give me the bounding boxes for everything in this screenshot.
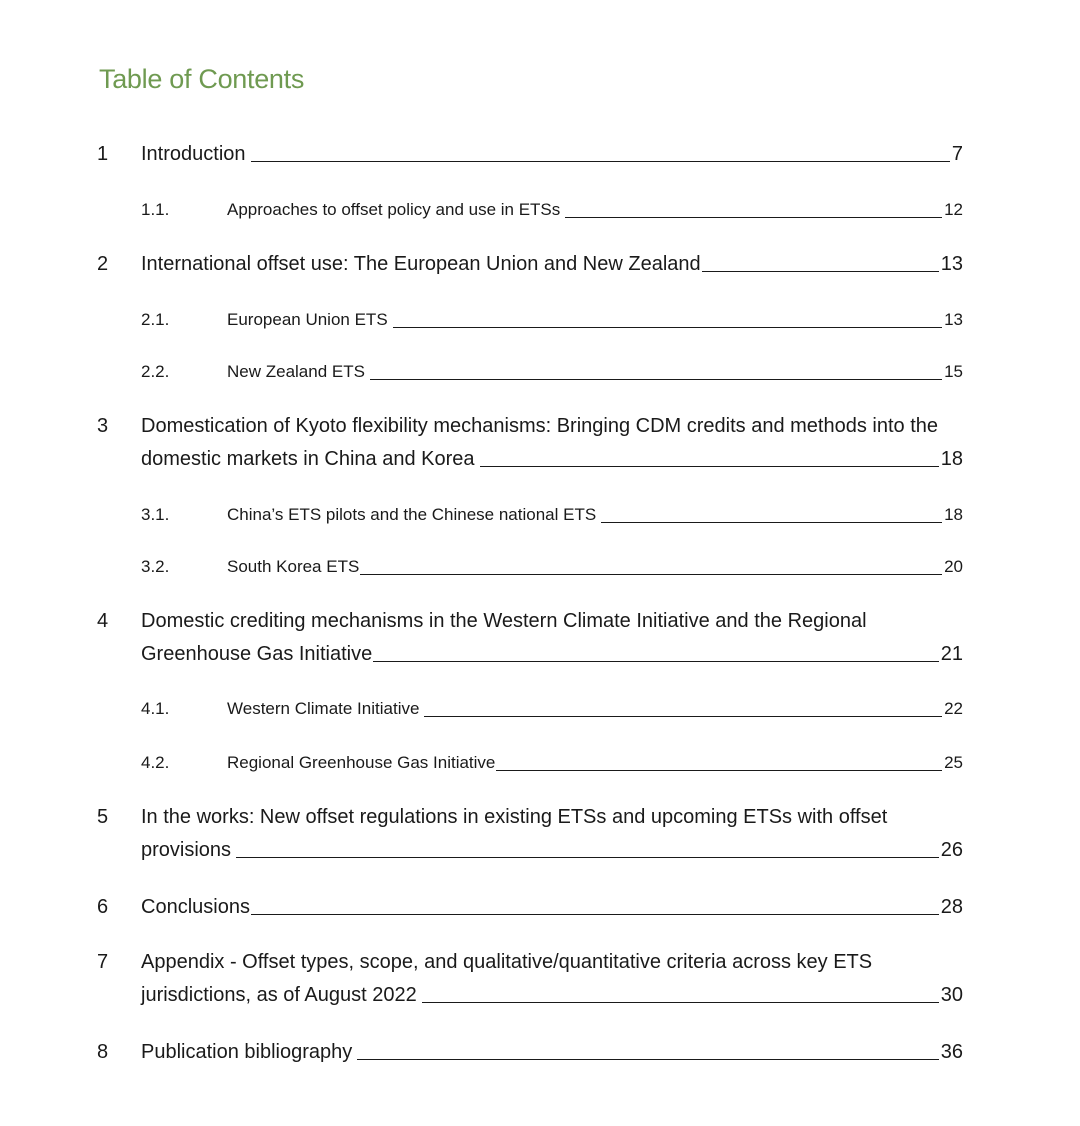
toc-leader-line [422, 1002, 939, 1003]
toc-entry-number: 5 [97, 806, 109, 828]
toc-entry-number: 4.2. [141, 753, 170, 772]
toc-entry-title: South Korea ETS [227, 557, 360, 576]
toc-entry-number: 2.1. [141, 310, 170, 329]
toc-entry-title-line1: Appendix - Offset types, scope, and qualitative/quantitative criteria across key ETS [141, 951, 873, 973]
toc-page-number: 36 [940, 1041, 963, 1063]
toc-page-number: 18 [940, 448, 963, 470]
toc-page-number: 7 [951, 143, 963, 165]
toc-leader-line [393, 327, 942, 328]
toc-leader-line [565, 217, 942, 218]
toc-entry-title: Conclusions [141, 896, 250, 918]
toc-leader-line [236, 857, 939, 858]
toc-entry-title: Publication bibliography [141, 1041, 353, 1063]
toc-entry-title: Regional Greenhouse Gas Initiative [227, 753, 496, 772]
toc-page-number: 25 [944, 753, 963, 772]
toc-page-number: 18 [944, 505, 963, 524]
toc-entry-title-line1: Domestication of Kyoto flexibility mechanisms: Bringing CDM credits and methods into the [141, 415, 939, 437]
toc-entry-number: 6 [97, 896, 109, 918]
toc-leader-line [370, 379, 942, 380]
toc-page-number: 28 [940, 896, 963, 918]
toc-entry-title: domestic markets in China and Korea [141, 448, 475, 470]
toc-entry-number: 3 [97, 415, 109, 437]
toc-entry-title-line1: Domestic crediting mechanisms in the Western Climate Initiative and the Regional [141, 610, 867, 632]
toc-entry-title: International offset use: The European Union and New Zealand [141, 253, 701, 275]
toc-entry-title-line1: In the works: New offset regulations in existing ETSs and upcoming ETSs with offset [141, 806, 888, 828]
toc-leader-line [601, 522, 942, 523]
toc-entry-number: 1.1. [141, 200, 170, 219]
toc-entry-title: New Zealand ETS [227, 362, 365, 381]
toc-entry-number: 3.1. [141, 505, 170, 524]
page-title: Table of Contents [99, 64, 305, 94]
toc-leader-line [496, 770, 942, 771]
toc-entry-title: jurisdictions, as of August 2022 [141, 984, 417, 1006]
toc-page-number: 22 [944, 699, 963, 718]
toc-entry-number: 4.1. [141, 699, 170, 718]
toc-page-number: 26 [940, 839, 963, 861]
toc-entry-number: 4 [97, 610, 109, 632]
toc-leader-line [702, 271, 939, 272]
toc-entry-title: Western Climate Initiative [227, 699, 420, 718]
toc-leader-line [357, 1059, 939, 1060]
toc-page-number: 12 [944, 200, 963, 219]
toc-leader-line [373, 661, 939, 662]
toc-entry-title: Greenhouse Gas Initiative [141, 643, 373, 665]
toc-entry-number: 8 [97, 1041, 109, 1063]
toc-page-number: 15 [944, 362, 963, 381]
toc-entry-number: 1 [97, 143, 109, 165]
toc-page-number: 30 [940, 984, 963, 1006]
toc-entry-title: Introduction [141, 143, 246, 165]
toc-entry-title: China’s ETS pilots and the Chinese national ETS [227, 505, 597, 524]
toc-page-number: 13 [944, 310, 963, 329]
toc-leader-line [360, 574, 942, 575]
toc-entry-title: Approaches to offset policy and use in ETSs [227, 200, 561, 219]
toc-leader-line [251, 161, 950, 162]
toc-entry-number: 3.2. [141, 557, 170, 576]
toc-page-number: 20 [944, 557, 963, 576]
toc-page-number: 13 [940, 253, 963, 275]
toc-entry-number: 2 [97, 253, 109, 275]
toc-leader-line [480, 466, 939, 467]
toc-entry-title: provisions [141, 839, 232, 861]
toc-page-number: 21 [940, 643, 963, 665]
toc-leader-line [251, 914, 939, 915]
toc-entry-number: 7 [97, 951, 109, 973]
toc-entry-number: 2.2. [141, 362, 170, 381]
toc-entry-title: European Union ETS [227, 310, 388, 329]
toc-leader-line [424, 716, 942, 717]
